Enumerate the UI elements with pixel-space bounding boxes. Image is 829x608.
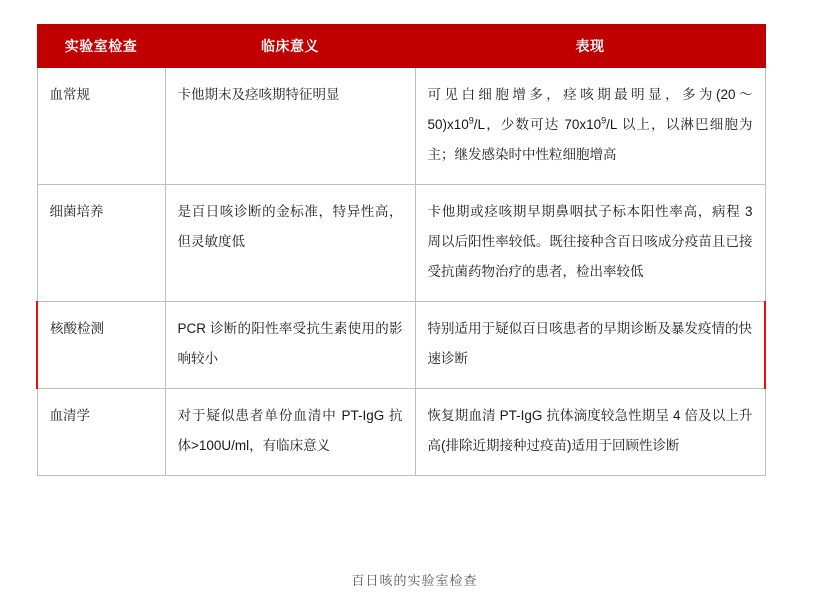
lab-test-table [36,24,766,476]
column-header-clinical-significance: 临床意义 [165,25,415,68]
superscript-exponent: 9 [468,115,474,126]
table-row [37,389,765,476]
cell-test-name: 血清学 [37,389,165,476]
table-header-row [37,25,765,68]
cell-clinical-significance: 卡他期末及痉咳期特征明显 [165,68,415,185]
column-header-manifestation: 表现 [415,25,765,68]
column-header-test: 实验室检查 [37,25,165,68]
superscript-exponent: 9 [601,115,607,126]
lab-test-table-container [36,24,764,476]
cell-test-name: 核酸检测 [37,302,165,389]
cell-clinical-significance: 是百日咳诊断的金标准，特异性高，但灵敏度低 [165,185,415,302]
cell-manifestation: 可见白细胞增多，痉咳期最明显，多为$(20\sim 50)x10^9/L$，少数可达 $70x10^9/L$ 以上，以淋巴细胞为主；继发感染时中性粒细胞增高 [415,68,765,185]
cell-test-name: 血常规 [37,68,165,185]
table-row [37,302,765,389]
table-row [37,185,765,302]
cell-clinical-significance: 对于疑似患者单份血清中 PT-IgG 抗体>100U/ml，有临床意义 [165,389,415,476]
cell-test-name: 细菌培养 [37,185,165,302]
cell-manifestation: 特别适用于疑似百日咳患者的早期诊断及暴发疫情的快速诊断 [415,302,765,389]
figure-caption: 百日咳的实验室检查 [351,573,478,588]
cell-clinical-significance: PCR 诊断的阳性率受抗生素使用的影响较小 [165,302,415,389]
cell-manifestation: 卡他期或痉咳期早期鼻咽拭子标本阳性率高，病程 3 周以后阳性率较低。既往接种含百日咳成分疫苗且已接受抗菌药物治疗的患者，检出率较低 [415,185,765,302]
table-row [37,68,765,185]
table-body [37,68,765,476]
table-header [37,25,765,68]
cell-manifestation: 恢复期血清 PT-IgG 抗体滴度较急性期呈 4 倍及以上升高(排除近期接种过疫苗)适用于回顾性诊断 [415,389,765,476]
